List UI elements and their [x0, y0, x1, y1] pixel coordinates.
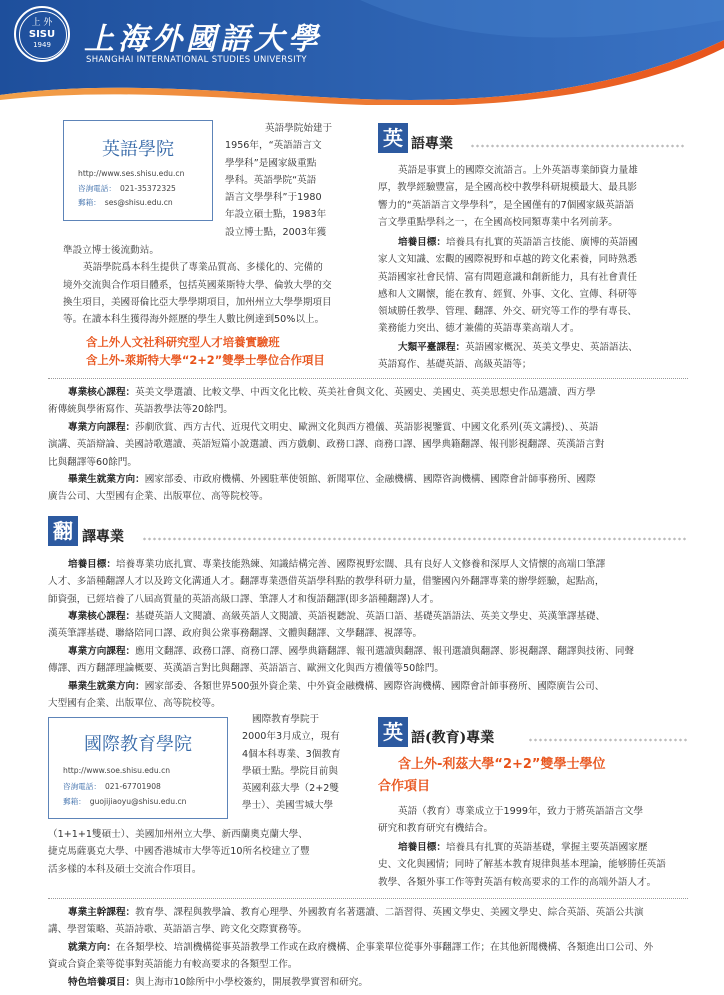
english-major-direction: 專業方向課程：莎劇欣賞、西方古代、近現代文明史、歐洲文化與西方禮儀、英語影視鑒賞、中國文化系列(英文講授)、、英語 演講、英語辯論、美國詩歌選讀、英語短篇小說選讀、西方戲劇、政務口譯、商務口譯、國學典籍翻譯、報刊影視翻譯、英漢語言對 比與翻譯等60餘門。	[48, 422, 605, 468]
english-major-badge: 英	[378, 123, 408, 153]
english-college-highlight-2: 含上外-萊斯特大學“2+2”雙學士學位合作項目	[86, 353, 325, 367]
intl-college-email[interactable]: 郵箱： guojijiaoyu@shisu.edu.cn	[63, 797, 187, 806]
intl-college-intro-cont: （1+1+1雙碩士）、美國加州州立大學、新西蘭奧克蘭大學、 捷克馬薩裏克大學、中國香港城市大學等近10所名校建立了豐 活多樣的本科及碩士交流合作項目。	[48, 829, 310, 875]
translation-major-dotted-rule	[142, 537, 687, 541]
edu-english-employment: 就業方向：在各類學校、培訓機構從事英語教學工作或在政府機構、企事業單位從事外事翻譯工作；在其他新聞機構、各類進出口公司、外 資或合資企業等從事對英語能力有較高要求的各類型工作。	[48, 942, 654, 971]
seal-top-text: 上 外	[31, 17, 53, 28]
translation-major-employment: 畢業生就業方向：國家部委、各類世界500强外資企業、中外資金融機構、國際咨詢機構、國際會計師事務所、國際廣告公司、 大型國有企業、出版單位、高等院校等。	[48, 681, 605, 710]
english-college-card-title: 英語學院	[102, 139, 174, 160]
english-major-title: 語專業	[411, 136, 453, 152]
intl-college-phone: 咨詢電話： 021-67701908	[63, 782, 161, 791]
header-banner	[0, 0, 724, 105]
translation-major-title: 譯專業	[82, 529, 124, 545]
university-name-cn: 上海外國語大學	[84, 22, 322, 57]
english-major-goal: 培養目標：培養具有扎實的英語語言技能、廣博的英語國 家人文知識、宏觀的國際視野和卓越的跨文化素養，同時熟悉 英語國家社會民情、富有問題意識和創新能力，具有社會責任 感和人文關懷，能在教育、經貿、外事、文化、宣傳、科研等 領域勝任教學、管理、翻譯、外交、研究等工作的學有專長、 業務能力突出、德才兼備的英語專業高端人才。	[378, 237, 638, 335]
english-major-employment: 畢業生就業方向：國家部委、市政府機構、外國駐華使領館、新聞單位、金融機構、國際咨詢機構、國際會計師事務所、國際 廣告公司、大型國有企業、出版單位、高等院校等。	[48, 474, 596, 503]
translation-major-direction: 專業方向課程：應用文翻譯、政務口譯、商務口譯、國學典籍翻譯、報刊選讀與翻譯、報刊選讀與翻譯、影視翻譯、翻譯與技術、同聲 傳譯、西方翻譯理論概要、英漢語言對比與翻譯、英語語言、歐洲文化與西方禮儀等50餘門。	[48, 646, 635, 675]
university-name-en: SHANGHAI INTERNATIONAL STUDIES UNIVERSITY	[86, 55, 307, 65]
seal-year-text: 1949	[33, 40, 51, 49]
english-major-platform: 大類平臺課程：英語國家概況、英美文學史、英語語法、 英語寫作、基礎英語、高級英語等；	[378, 342, 638, 371]
seal-abbr-text: SISU	[28, 28, 56, 40]
translation-major-badge: 翻	[48, 516, 78, 546]
english-college-phone: 咨詢電話： 021-35372325	[78, 184, 176, 193]
english-major-desc: 英語是事實上的國際交流語言。上外英語專業師資力量雄 厚，教學經驗豐富，是全國高校中教學科研規模最大、最具影 響力的“英語語言文學學科”，是全國僅有的7個國家級英語語 言文學重點學科之一，在全國高校同類專業中名列前茅。	[378, 165, 638, 228]
intl-college-card	[48, 717, 228, 819]
edu-english-core: 專業主幹課程：教育學、課程與教學論、教育心理學、外國教育名著選讀、二語習得、英國文學史、美國文學史、綜合英語、英語公共演 講、學習策略、英語詩歌、英語語言學、跨文化交際實務等。	[48, 907, 644, 936]
edu-english-major-dotted-rule	[528, 738, 688, 742]
english-college-card	[63, 120, 213, 221]
intl-college-url[interactable]: http://www.soe.shisu.edu.cn	[63, 766, 171, 775]
english-college-email[interactable]: 郵箱： ses@shisu.edu.cn	[78, 198, 173, 207]
section-divider-2	[48, 898, 688, 899]
english-major-dotted-rule	[470, 144, 685, 148]
intl-college-intro: 國際教育學院于 2000年3月成立，現有 4個本科專業、3個教育 學碩士點。學院目前與 英國利茲大學（2+2雙 學士）、美國雪城大學	[242, 714, 341, 812]
edu-english-major-title: 語(教育)專業	[411, 730, 495, 746]
intl-college-card-title: 國際教育學院	[84, 734, 192, 755]
university-seal-logo	[14, 6, 70, 62]
english-college-highlight-1: 含上外人文社科研究型人才培養實驗班	[86, 335, 280, 349]
english-major-core: 專業核心課程：英美文學選讀、比較文學、中西文化比較、英美社會與文化、英國史、美國史、英美思想史作品選讀、西方學 術傳統與學術寫作、英語教學法等20餘門。	[48, 387, 596, 416]
section-divider	[48, 378, 688, 379]
edu-english-desc: 英語（教育）專業成立于1999年，致力于將英語語言文學 研究和教育研究有機結合。	[378, 806, 644, 835]
english-college-url[interactable]: http://www.ses.shisu.edu.cn	[78, 169, 185, 178]
translation-major-core: 專業核心課程：基礎英語人文閱讀、高級英語人文閱讀、英語視聽說、英語口語、基礎英語語法、英美文學史、英漢筆譯基礎、 漢英筆譯基礎、聯絡陪同口譯、政府與公衆事務翻譯、文體與翻譯、文學翻譯、視譯等。	[48, 611, 606, 640]
edu-english-highlight: 含上外-利茲大學“2+2”雙學士學位 合作項目	[378, 757, 606, 794]
translation-major-goal: 培養目標：培養專業功底扎實、專業技能熟練、知識結構完善、國際視野宏闊、具有良好人文修養和深厚人文情懷的高端口筆譯 人才、多語種翻譯人才以及跨文化溝通人才。翻譯專業憑借英語學科點的教學科研力量，借鑒國內外翻譯專業的辦學經驗，起點高， 師資强，已經培養了八屆高質量的英語高級口譯、筆譯人才和復語翻譯(即多語種翻譯)人才。	[48, 559, 606, 605]
english-college-intro-cont: 準設立博士後流動站。 英語學院爲本科生提供了專業品質高、多樣化的、完備的 境外交流與合作項目體系，包括英國萊斯特大學、倫敦大學的交 換生項目，美國哥倫比亞大學學期項目，加州州立大學學期項目 等。在讀本科生獲得海外經歷的學生人數比例達到50%以上。	[63, 245, 332, 326]
edu-english-major-badge: 英	[378, 717, 408, 747]
edu-english-feature: 特色培養項目：與上海市10餘所中小學校簽約，開展教學實習和研究。	[68, 977, 369, 988]
edu-english-goal: 培養目標：培養具有扎實的英語基礎，掌握主要英語國家歷 史、文化與國情；同時了解基本教育規律與基本理論，能够勝任英語 教學、各類外事工作等對英語有較高要求的工作的高端外語人才。	[378, 842, 666, 888]
english-college-intro: 英語學院始建于 1956年，“英語語言文 學學科”是國家級重點 學科。英語學院“英語 語言文學學科”于1980 年設立碩士點，1983年 設立博士點，2003年獲	[225, 123, 333, 238]
